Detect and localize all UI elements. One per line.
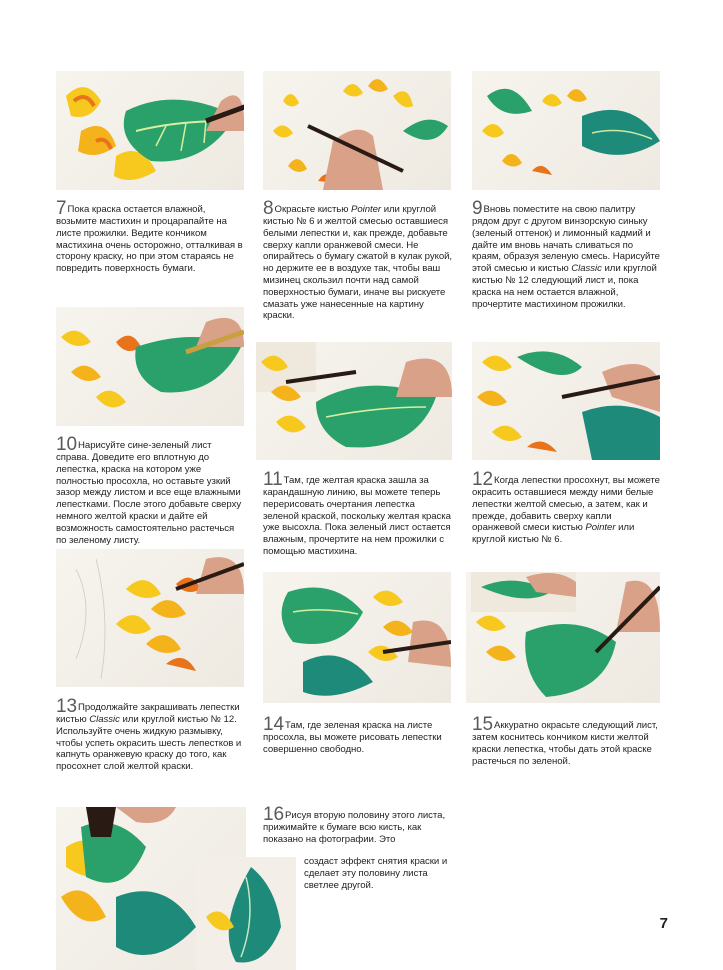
brush-name: Pointer <box>351 204 382 215</box>
photo-step-11 <box>256 342 452 460</box>
step-12-caption <box>472 469 662 546</box>
photo-step-7 <box>56 71 244 190</box>
photo-step-13 <box>56 549 244 687</box>
page-number: 7 <box>659 915 668 932</box>
step-number: 7 <box>56 198 67 219</box>
step-text-pre: Когда лепестки просохнут, вы можете окрасить оставшиеся между ними белые лепестки желтой смесью, а затем, как и прежде, добавить сверху капли оранжевой смеси кистью <box>472 475 660 534</box>
step-text: Нарисуйте сине-зеленый лист справа. Доведите его вплотную до лепестка, краска на котором уже полностью просохла, но оставьте узкий зазор между листом и все еще влажными лепестками. После этого добавьте сверху немного желтой краски и дайте ей возможность самостоятельно растечься по зеленому листу. <box>56 440 242 546</box>
photo-step-8 <box>263 71 451 190</box>
step-10-caption <box>56 434 246 546</box>
step-text-post: или круглой кистью № 6. <box>472 522 635 546</box>
brush-name: Classic <box>571 263 602 275</box>
step-number: 16 <box>263 804 285 825</box>
photo-step-12 <box>472 342 660 460</box>
step-number: 8 <box>263 198 274 219</box>
step-text: Там, где желтая краска зашла за карандашную линию, вы можете теперь перерисовать очертания лепестка зеленой краской, поскольку желтая краска уже высохла. Пока зеленый лист остается влажным, прочертите на нем прожилки с помощью мастихина. <box>263 475 451 557</box>
step-number: 11 <box>263 469 283 490</box>
step-16-caption-continued <box>304 856 454 891</box>
brush-name: Pointer <box>585 522 616 534</box>
photo-step-14 <box>263 572 451 703</box>
step-text: Аккуратно окрасьте следующий лист, затем коснитесь кончиком кисти желтой краски лепестка, чтобы дать этой краске растечься по зеленой. <box>472 720 658 767</box>
step-number: 15 <box>472 714 494 735</box>
step-text: Рисуя вторую половину этого листа, прижимайте к бумаге всю кисть, как показано на фотографии. Это <box>263 810 446 845</box>
photo-step-10 <box>56 307 244 426</box>
step-text-pre: Вновь поместите на свою палитру рядом друг с другом винзорскую синьку (зеленый оттенок) и лимонный кадмий и дайте им вновь начать сливаться по краям, образуя зеленую смесь. Нарисуйте этой смесью и кистью <box>472 204 660 275</box>
step-text: создаст эффект снятия краски и сделает эту половину листа светлее другой. <box>304 856 448 891</box>
step-text-post: или круглой кистью № 6 и желтой смесью оставшиеся белыми лепестки и, как прежде, добавьте сверху капли оранжевой смеси. Не опирайтесь о бумагу сжатой в кулак рукой, но держите ее в воздухе так, чтобы ваш мизинец скользил почти над самой поверхностью бумаги, иначе вы рискуете смазать уже нанесенные на картину краски. <box>263 204 453 322</box>
photo-step-16-detail <box>196 857 296 970</box>
step-8-caption <box>263 198 453 322</box>
step-text-pre: Окрасьте кистью <box>274 204 352 215</box>
step-7-caption <box>56 198 246 275</box>
photo-step-9 <box>472 71 660 190</box>
photo-step-15 <box>466 572 660 703</box>
step-number: 10 <box>56 434 78 455</box>
step-number: 12 <box>472 469 494 490</box>
step-11-caption <box>263 469 453 558</box>
step-14-caption <box>263 714 453 756</box>
step-13-caption <box>56 696 246 773</box>
step-9-caption <box>472 198 662 310</box>
step-text-post: или круглой кистью № 12 следующий лист и, пока краска на нем остается влажной, прочертите мастихином прожилки. <box>472 263 657 310</box>
step-number: 13 <box>56 696 78 717</box>
step-number: 14 <box>263 714 285 735</box>
step-text-post: или круглой кистью № 12. Используйте очень жидкую размывку, чтобы успеть окрасить шесть лепестков и капнуть оранжевую краску до того, как просохнет слой желтой краски. <box>56 714 242 773</box>
step-16-caption <box>263 804 453 846</box>
step-15-caption <box>472 714 662 767</box>
step-text-pre: Продолжайте закрашивать лепестки кистью <box>56 702 240 725</box>
brush-name: Classic <box>89 714 120 725</box>
step-number: 9 <box>472 198 483 219</box>
step-text: Там, где зеленая краска на листе просохла, вы можете рисовать лепестки совершенно свободно. <box>263 720 442 755</box>
step-text: Пока краска остается влажной, возьмите мастихин и процарапайте на листе прожилки. Ведите кончиком мастихина очень осторожно, отталкивая в сторону краску, но при этом стараясь не повредить поверхность бумаги. <box>56 204 243 275</box>
